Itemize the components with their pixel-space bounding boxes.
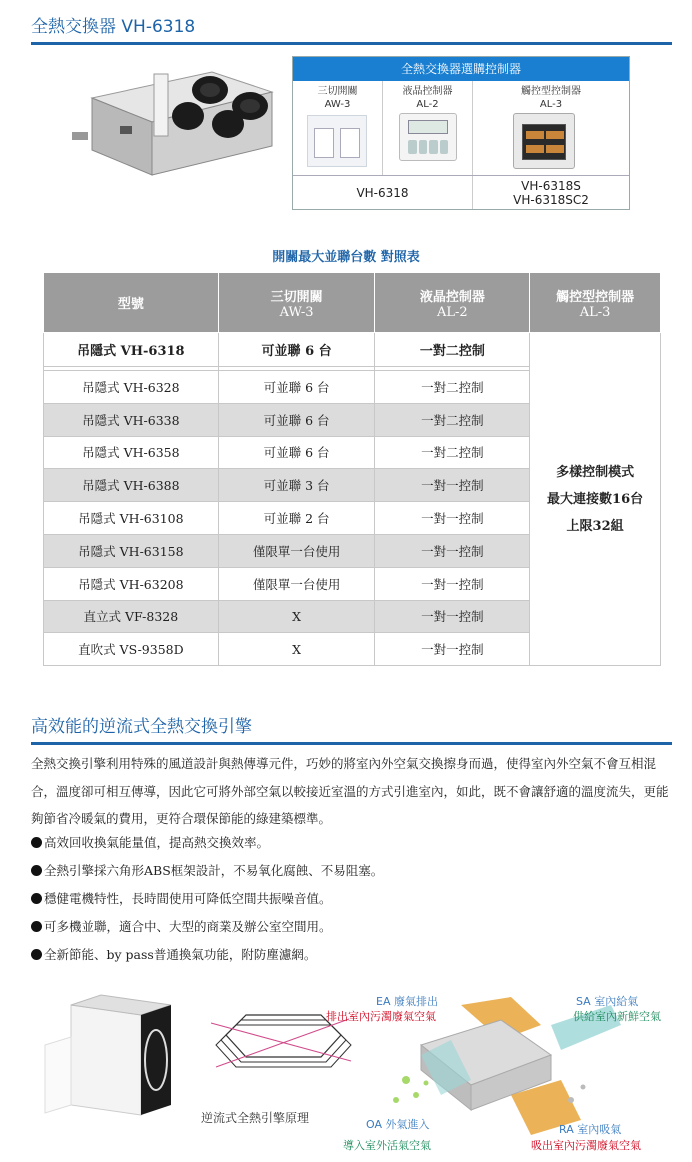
diagram-caption: 逆流式全熱引擎原理 — [201, 1111, 310, 1125]
heat-exchange-diagram — [31, 985, 672, 1155]
bullet-icon — [31, 837, 42, 848]
cell-aw3: 僅限單一台使用 — [218, 567, 375, 600]
cell-model: 吊隱式 VH-6328 — [44, 371, 219, 404]
label-oa: OA 外氣進入 — [366, 1118, 430, 1131]
section-divider — [31, 742, 672, 745]
cell-model: 吊隱式 VH-63108 — [44, 502, 219, 535]
cell-aw3: X — [218, 633, 375, 666]
list-item: 穩健電機特性，長時間使用可降低空間共振噪音值。 — [31, 885, 672, 913]
cell-model: 直立式 VF-8328 — [44, 600, 219, 633]
cell-al2: 一對一控制 — [375, 469, 530, 502]
switch-device-image — [307, 115, 367, 167]
header-aw3: 三切開關 AW-3 — [218, 273, 375, 333]
list-item: 全熱引擎採六角形ABS框架設計，不易氧化腐蝕、不易阻塞。 — [31, 857, 672, 885]
label-ra-desc: 吸出室內污濁廢氣空氣 — [531, 1139, 641, 1152]
controller-al3-name: 觸控型控制器 — [521, 86, 581, 97]
controller-al2-code: AL-2 — [416, 99, 439, 110]
cell-al2: 一對一控制 — [375, 567, 530, 600]
bullet-icon — [31, 893, 42, 904]
compat-table — [43, 272, 661, 666]
cell-al2: 一對二控制 — [375, 436, 530, 469]
cell-model: 吊隱式 VH-63208 — [44, 567, 219, 600]
cell-aw3: X — [218, 600, 375, 633]
cell-model: 吊隱式 VH-6318 — [44, 333, 219, 367]
controller-al3 — [473, 81, 629, 175]
cell-aw3: 可並聯 6 台 — [218, 333, 375, 367]
cell-model: 直吹式 VS-9358D — [44, 633, 219, 666]
engine-description: 全熱交換引擎利用特殊的風道設計與熱傳導元件，巧妙的將室內外空氣交換擦身而過，使得室內外空氣不會互相混合，溫度卻可相互傳導，因此它可將外部空氣以較接近室溫的方式引進室內，如此，既不會讓舒適的溫度流失，更能夠節省冷暖氣的費用，更符合環保節能的綠建築標準。 — [31, 756, 669, 826]
cell-aw3: 可並聯 6 台 — [218, 371, 375, 404]
cell-al2: 一對二控制 — [375, 371, 530, 404]
cell-aw3: 可並聯 2 台 — [218, 502, 375, 535]
list-item: 高效回收換氣能量值，提高熱交換效率。 — [31, 829, 672, 857]
controller-al3-code: AL-3 — [539, 99, 563, 110]
cell-al2: 一對一控制 — [375, 502, 530, 535]
bullet-icon — [31, 949, 42, 960]
controller-aw3 — [293, 81, 383, 175]
cell-al2: 一對二控制 — [375, 403, 530, 436]
label-ea: EA 廢氣排出 — [376, 995, 438, 1008]
label-oa-desc: 導入室外活氣空氣 — [343, 1139, 431, 1152]
controller-al2 — [383, 81, 473, 175]
cell-aw3: 僅限單一台使用 — [218, 534, 375, 567]
cell-al2: 一對一控制 — [375, 633, 530, 666]
cell-al2: 一對一控制 — [375, 600, 530, 633]
cell-model: 吊隱式 VH-6388 — [44, 469, 219, 502]
feature-list — [31, 829, 672, 969]
lcd-controller-image — [399, 113, 457, 161]
list-item: 可多機並聯，適合中、大型的商業及辦公室空間用。 — [31, 913, 672, 941]
section-divider — [31, 42, 672, 45]
table-row — [44, 333, 661, 367]
cell-al2: 一對二控制 — [375, 333, 530, 367]
controller-models-left: VH-6318 — [293, 176, 473, 209]
bullet-icon — [31, 865, 42, 876]
label-sa: SA 室內給氣 — [576, 995, 639, 1008]
controller-model-vh6318sc2: VH-6318SC2 — [513, 192, 589, 207]
controller-options-panel — [292, 56, 630, 210]
cell-model: 吊隱式 VH-63158 — [44, 534, 219, 567]
label-ra: RA 室內吸氣 — [559, 1123, 622, 1136]
controller-panel-header: 全熱交換器選購控制器 — [293, 57, 629, 81]
bullet-icon — [31, 921, 42, 932]
label-sa-desc: 供給室內新鮮空氣 — [573, 1010, 661, 1023]
controller-model-vh6318s: VH-6318S — [521, 178, 581, 193]
compat-table-title: 開關最大並聯台數 對照表 — [272, 250, 420, 265]
cell-al2: 一對一控制 — [375, 534, 530, 567]
cell-model: 吊隱式 VH-6358 — [44, 436, 219, 469]
controller-aw3-name: 三切開關 — [317, 86, 358, 97]
cell-aw3: 可並聯 3 台 — [218, 469, 375, 502]
controller-aw3-code: AW-3 — [324, 99, 351, 110]
cell-al3-merged: 多樣控制模式 最大連接數16台 上限32組 — [530, 333, 661, 666]
cell-model: 吊隱式 VH-6338 — [44, 403, 219, 436]
header-al3: 觸控型控制器 AL-3 — [530, 273, 661, 333]
cell-aw3: 可並聯 6 台 — [218, 436, 375, 469]
header-model: 型號 — [44, 273, 219, 333]
controller-models-right — [473, 176, 629, 209]
list-item: 全新節能、by pass普通換氣功能，附防塵濾網。 — [31, 941, 672, 969]
cell-aw3: 可並聯 6 台 — [218, 403, 375, 436]
touch-controller-image — [513, 113, 575, 169]
header-al2: 液晶控制器 AL-2 — [375, 273, 530, 333]
product-image — [62, 60, 282, 180]
section-title-product: 全熱交換器 VH-6318 — [31, 17, 196, 37]
label-ea-desc: 排出室內污濁廢氣空氣 — [326, 1010, 436, 1023]
section-title-engine: 高效能的逆流式全熱交換引擎 — [31, 717, 252, 737]
controller-al2-name: 液晶控制器 — [402, 86, 453, 97]
